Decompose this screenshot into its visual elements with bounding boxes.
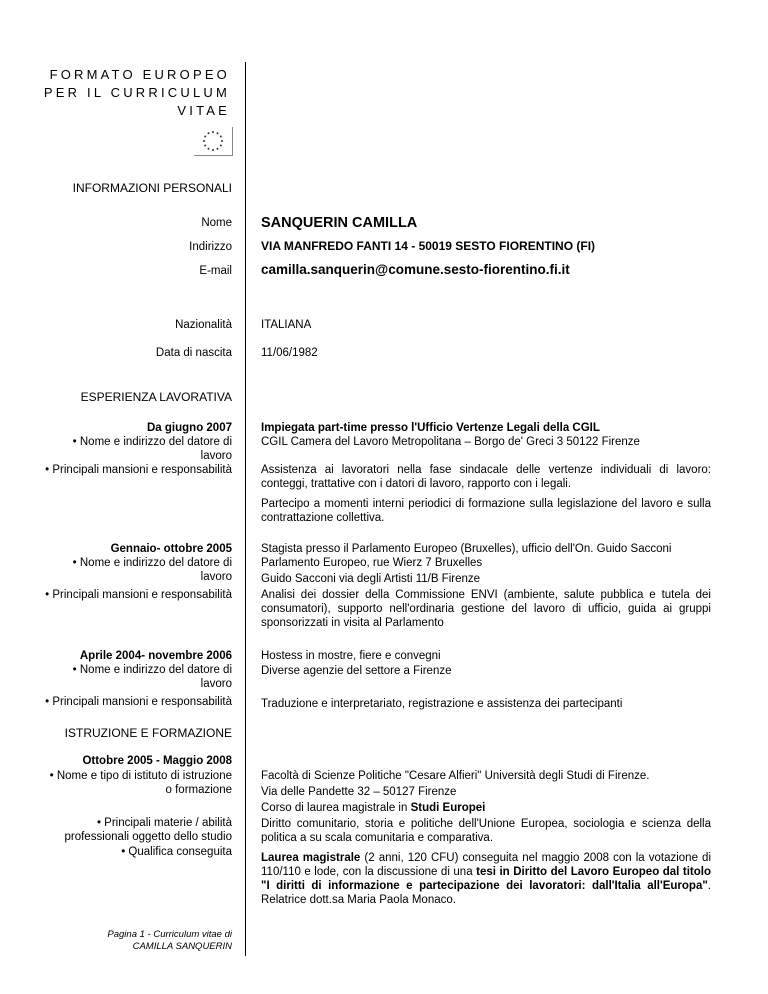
section-education: ISTRUZIONE E FORMAZIONE: [64, 726, 232, 740]
vertical-divider: [245, 62, 246, 956]
job-2-title: Stagista presso il Parlamento Europeo (Bruxelles), ufficio dell'On. Guido Sacconi: [261, 543, 672, 555]
section-personal-info: INFORMAZIONI PERSONALI: [72, 181, 232, 195]
person-email: camilla.sanquerin@comune.sesto-fiorentino.fi.it: [261, 262, 570, 277]
qualification-degree: Laurea magistrale: [261, 852, 361, 864]
footer-page-line-1: Pagina 1 - Curriculum vitae di: [107, 929, 232, 940]
person-birth: 11/06/1982: [261, 347, 318, 359]
education-address: Via delle Pandette 32 – 50127 Firenze: [261, 786, 457, 798]
qualification-text-2: . Relatrice dott.sa Maria Paola Monaco.: [261, 880, 711, 906]
label-address: Indirizzo: [189, 241, 232, 253]
education-institute: Facoltà di Scienze Politiche "Cesare Alfieri" Università degli Studi di Firenze.: [261, 770, 650, 782]
eu-flag-logo: [194, 127, 233, 156]
job-1-employer: CGIL Camera del Lavoro Metropolitana – Borgo de' Greci 3 50122 Firenze: [261, 436, 640, 448]
qualification-thesis: tesi in Diritto del Lavoro Europeo dal titolo "I diritti di informazione e partecipazione dei lavoratori: dall'Italia all'Europa": [261, 866, 711, 892]
job-1-duties-label: • Principali mansioni e responsabilità: [45, 464, 232, 476]
label-email: E-mail: [199, 265, 232, 277]
eu-stars-icon: [194, 127, 232, 155]
education-course-name: Studi Europei: [410, 802, 486, 814]
person-name: SANQUERIN CAMILLA: [261, 215, 418, 231]
job-3-title: Hostess in mostre, fiere e convegni: [261, 650, 441, 662]
job-2-employer-1: Parlamento Europeo, rue Wierz 7 Bruxelles: [261, 557, 483, 569]
job-1-title: Impiegata part-time presso l'Ufficio Vertenze Legali della CGIL: [261, 422, 600, 434]
education-subjects-label: • Principali materie / abilità professionali oggetto dello studio: [64, 817, 232, 843]
cv-title-line-2: PER IL CURRICULUM: [43, 85, 230, 100]
job-1-duties-1: Assistenza ai lavoratori nella fase sindacale delle vertenze individuali di lavoro: conteggi, trattative con i datori di lavoro, rapporto con i legali.: [261, 464, 711, 490]
label-name: Nome: [201, 217, 232, 229]
qualification-text-1: (2 anni, 120 CFU) conseguita nel maggio 2008 con la votazione di 110/110 e lode, con la discussione di una: [261, 852, 711, 878]
education-subjects: Diritto comunitario, storia e politiche dell'Unione Europea, sociologia e scienza della politica a su scala comunitaria e comparativa.: [261, 818, 711, 844]
job-2-date: Gennaio- ottobre 2005: [110, 543, 232, 555]
job-3-employer: Diverse agenzie del settore a Firenze: [261, 665, 452, 677]
label-nationality: Nazionalità: [175, 319, 232, 331]
job-2-employer-2: Guido Sacconi via degli Artisti 11/B Firenze: [261, 573, 481, 585]
job-3-date: Aprile 2004- novembre 2006: [79, 650, 232, 662]
education-qualification-label: • Qualifica conseguita: [121, 846, 232, 858]
person-nationality: ITALIANA: [261, 319, 312, 331]
job-3-employer-label: • Nome e indirizzo del datore di lavoro: [72, 664, 232, 690]
education-qualification: [261, 851, 711, 907]
label-birth: Data di nascita: [155, 347, 232, 359]
education-course-prefix: Corso di laurea magistrale in: [261, 802, 411, 814]
job-1-duties-2: Partecipo a momenti interni periodici di formazione sulla legislazione del lavoro e sulla contrattazione collettiva.: [261, 498, 711, 524]
education-course: [261, 801, 711, 815]
job-1-date: Da giugno 2007: [147, 422, 232, 434]
job-2-employer-label: • Nome e indirizzo del datore di lavoro: [72, 557, 232, 583]
person-address: VIA MANFREDO FANTI 14 - 50019 SESTO FIORENTINO (FI): [261, 239, 596, 253]
job-3-duties: Traduzione e interpretariato, registrazione e assistenza dei partecipanti: [261, 698, 623, 710]
job-3-duties-label: • Principali mansioni e responsabilità: [45, 696, 232, 708]
section-experience: ESPERIENZA LAVORATIVA: [80, 390, 232, 404]
job-2-duties-label: • Principali mansioni e responsabilità: [45, 589, 232, 601]
job-1-employer-label: • Nome e indirizzo del datore di lavoro: [72, 436, 232, 462]
education-institute-label: • Nome e tipo di istituto di istruzione o formazione: [49, 770, 232, 796]
job-2-duties: Analisi dei dossier della Commissione ENVI (ambiente, salute pubblica e tutela dei consumatori), supporto nell'ordinaria gestione del lavoro di ufficio, guida ai gruppi sponsorizzati in visita al Parlamento: [261, 589, 711, 629]
cv-title-line-1: FORMATO EUROPEO: [49, 67, 230, 82]
cv-title-line-3: VITAE: [177, 103, 230, 118]
footer-page-line-2: CAMILLA SANQUERIN: [132, 941, 232, 952]
education-date: Ottobre 2005 - Maggio 2008: [82, 755, 232, 767]
